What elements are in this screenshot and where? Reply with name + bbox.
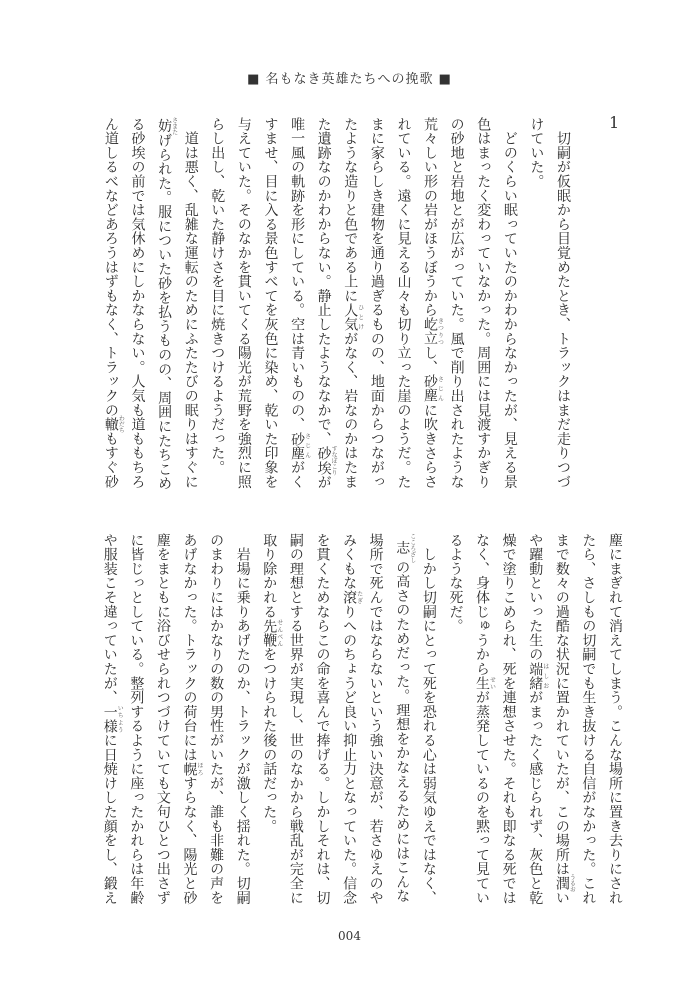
text-run: 与えていた。そのなかを貫いてくる陽光が荒野を強烈に照: [235, 117, 252, 489]
text-line: [97, 117, 124, 497]
ruby-word: [394, 533, 416, 563]
text-line: [442, 533, 469, 913]
text-line: [362, 533, 389, 913]
text-run: 道は悪く、乱雑な運転のためにふたたびの眠りはすぐに: [182, 117, 199, 489]
body-text-lower: [96, 533, 628, 913]
text-run: い: [553, 890, 570, 905]
text-line: [204, 117, 231, 497]
text-line: [124, 117, 151, 497]
ruby-word: [341, 590, 363, 605]
page-number: 004: [338, 929, 361, 943]
text-line: [496, 117, 523, 497]
text-line: [390, 117, 417, 497]
text-run: なく、身体じゅうから: [474, 533, 491, 676]
ruby-reading: ほろ: [196, 761, 203, 777]
text-run: けていた。: [528, 117, 545, 189]
ruby-reading: こころざし: [408, 533, 416, 563]
text-line: [549, 117, 576, 497]
text-run: 荒々しい形の岩がほうぼうから: [422, 117, 439, 318]
text-run: をつけられた後の話だった。: [261, 647, 278, 834]
text-run: 色はまったく変わっていなかった。周囲には見渡すかぎり: [475, 117, 492, 489]
text-run: がなく、岩なのかはたま: [342, 331, 359, 489]
text-run: 場所で死んではならないという強い決意が、若さゆえのや: [367, 533, 384, 905]
ruby-base: 滾: [341, 590, 358, 605]
text-line: [443, 117, 470, 497]
ruby-reading: さじん: [303, 431, 311, 461]
text-run: や躍動といった生の: [527, 533, 544, 662]
text-run: るような死だ。: [447, 533, 464, 634]
text-run: 切嗣が仮眠から目覚めたとき、トラックはまだ走りつづ: [555, 117, 571, 489]
text-run: 取り除かれる: [261, 533, 278, 619]
text-run: 岩場に乗りあげたのか、トラックが激しく揺れた。切嗣: [234, 533, 251, 905]
text-line: [177, 117, 204, 497]
text-run: し、: [422, 345, 439, 375]
text-line: [310, 117, 337, 497]
ruby-base: 屹立: [422, 317, 439, 346]
text-line: [229, 533, 256, 913]
ruby-reading: ひとけ: [356, 302, 364, 332]
ruby-reading: いちよう: [116, 704, 124, 734]
text-line: [309, 533, 336, 913]
ruby-base: 端緒: [527, 661, 544, 691]
text-run: たような造りと色である上に: [342, 117, 359, 303]
text-line: [335, 533, 362, 913]
ruby-reading: せい: [488, 676, 496, 691]
ruby-base: 生: [474, 676, 491, 691]
ruby-base: 妨: [156, 117, 173, 135]
ruby-base: 砂塵: [289, 431, 306, 461]
text-line: [415, 533, 442, 913]
ruby-reading: すなぼこり: [330, 445, 338, 476]
text-line: [575, 533, 602, 913]
text-run: すらなく、陽光と砂: [181, 776, 198, 905]
text-line: [230, 117, 257, 497]
ruby-reading: さじん: [436, 374, 444, 404]
text-line: [601, 533, 628, 913]
text-run: もすぐ砂: [102, 431, 119, 489]
ruby-word: [181, 761, 203, 777]
ruby-word: [101, 704, 124, 734]
text-line: [389, 533, 416, 913]
text-line: [151, 117, 178, 497]
text-run: しかし切嗣にとって死を恐れる心は弱気ゆえではなく、: [420, 533, 437, 905]
ruby-reading: うるお: [568, 874, 576, 893]
ruby-base: 先鞭: [261, 618, 278, 648]
chapter-number: 1: [609, 113, 620, 132]
ruby-reading: たぎ: [355, 590, 363, 605]
ruby-base: 幌: [181, 761, 198, 777]
text-run: の砂地と岩地とが広がっていた。風で削り出されたような: [448, 117, 465, 489]
text-line: [470, 117, 497, 497]
text-run: がく: [289, 460, 306, 489]
ruby-word: [315, 445, 338, 476]
ruby-base: 潤: [553, 874, 570, 893]
text-run: が蒸発しているのを黙って見てい: [474, 690, 491, 905]
text-run: まで数々の過酷な状況に置かれていたが、この場所は: [553, 533, 570, 877]
text-run: げられた。服についた砂を払うものの、周囲にたちこめ: [156, 133, 173, 491]
text-line: [149, 533, 176, 913]
text-line: [283, 117, 310, 497]
text-run: る砂埃の前では気休めにしかならない。人気も道ももちろ: [129, 117, 146, 489]
text-line: [337, 117, 364, 497]
text-line: [468, 533, 495, 913]
text-run: りへのちょうど良い抑止力となっていた。信念: [341, 604, 358, 905]
text-line: [548, 533, 575, 913]
ruby-word: [474, 676, 496, 691]
ruby-word: [422, 317, 444, 346]
ruby-base: 人気: [342, 302, 359, 332]
text-line: [416, 117, 443, 497]
ruby-word: [261, 618, 283, 648]
text-run: らし出し、乾いた静けさを目に焼きつけるようだった。: [209, 117, 226, 475]
text-run: 塵をまともに浴びせられつづけていても文句ひとつ出さず: [154, 533, 171, 905]
text-run: のまわりにはかなりの数の男性がいたが、誰も非難の声を: [208, 533, 225, 905]
ruby-word: [553, 874, 576, 893]
running-title: ■ 名もなき英雄たちへの挽歌 ■: [247, 72, 452, 87]
text-run: がまったく感じられず、灰色と乾: [527, 690, 544, 905]
ruby-base: 轍: [102, 415, 119, 434]
text-run: に日焼けした顔をし、鍛え: [101, 733, 118, 905]
text-run: を貫くためならこの命を喜んで捧げる。しかしそれは、切: [314, 533, 331, 905]
text-run: 燥で塗りこめられ、死を連想させた。それも即なる死では: [500, 533, 517, 905]
ruby-reading: さまた: [170, 117, 178, 135]
text-run: れている。遠くに見える山々も切り立った崖のようだ。た: [395, 117, 412, 489]
text-run: た遺跡なのかわからない。静止したようななかで、: [315, 117, 332, 446]
text-run: に吹きさらさ: [422, 403, 439, 489]
text-line: [203, 533, 230, 913]
text-run: みくもな: [341, 533, 358, 591]
ruby-reading: わだち: [117, 415, 125, 434]
ruby-reading: せんべん: [275, 618, 283, 648]
text-run: 嗣の理想とする世界が実現し、世のなかから戦乱が完全に: [287, 533, 304, 905]
text-line: [176, 533, 203, 913]
text-run: 塵にまぎれて消えてしまう。こんな場所に置き去りにされ: [607, 533, 623, 905]
text-run: 唯一風の軌跡を形にしている。空は青いものの、: [289, 117, 306, 432]
text-run: すませ、目に入る景色すべてを灰色に染め、乾いた印象を: [262, 117, 279, 489]
text-run: どのくらい眠っていたのかわからなかったが、見える景: [501, 117, 518, 489]
text-run: の高さのためだった。理想をかなえるためにはこんな: [394, 560, 411, 904]
ruby-word: [156, 117, 178, 135]
text-line: [257, 117, 284, 497]
ruby-word: [342, 302, 364, 332]
text-run: に皆じっとしている。整列するように座ったかれらは年齢: [128, 533, 145, 905]
ruby-word: [527, 661, 549, 691]
text-line: [282, 533, 309, 913]
ruby-word: [422, 374, 444, 404]
text-line: [363, 117, 390, 497]
text-run: たら、さしもの切嗣でも生き抜ける自信がなかった。これ: [580, 533, 597, 905]
text-run: や服装こそ違っていたが、: [101, 533, 118, 705]
text-line: [96, 533, 123, 913]
text-run: が: [315, 475, 332, 490]
body-text-upper: [97, 117, 576, 497]
text-run: あげなかった。トラックの荷台には: [181, 533, 198, 762]
text-run: ん道しるべなどあろうはずもなく、トラックの: [102, 117, 119, 418]
text-line: [123, 533, 150, 913]
ruby-base: 砂埃: [315, 445, 332, 476]
text-line: [256, 533, 283, 913]
ruby-base: 砂塵: [422, 374, 439, 404]
ruby-reading: きつりつ: [436, 317, 444, 346]
text-run: まに家らしき建物を通り過ぎるものの、地面からつながっ: [368, 117, 385, 489]
text-line: [523, 117, 550, 497]
ruby-base: 志: [394, 533, 411, 563]
ruby-word: [289, 431, 311, 461]
text-line: [495, 533, 522, 913]
ruby-base: 一様: [101, 704, 118, 734]
ruby-reading: はしお: [541, 661, 549, 691]
ruby-word: [102, 415, 125, 434]
text-line: [522, 533, 549, 913]
